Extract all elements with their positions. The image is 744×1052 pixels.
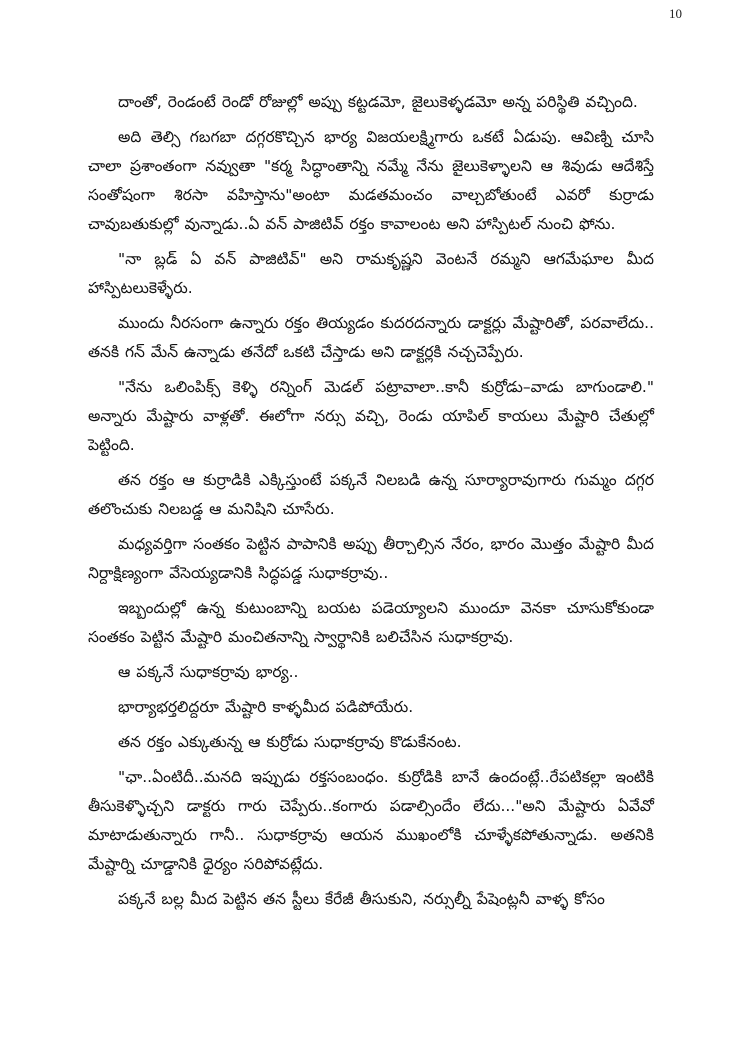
paragraph: "నేను ఒలింపిక్స్ కెళ్ళి రన్నింగ్ మెడల్ పట్రావాలా..కానీ కుర్రోడు–వాడు బాగుండాలి." అన్నారు మేష్టారు వాళ్లతో. ఈలోగా నర్సు వచ్చి, రెండు యాపిల్ కాయలు మేష్టారి చేతుల్లో పెట్టింది. <box>88 378 654 454</box>
paragraph: "నా బ్లడ్ ఏ వన్ పాజిటివ్" అని రామకృష్ణని వెంటనే రమ్మని ఆగమేఘాల మీద హాస్పిటలుకెళ్ళేరు. <box>88 250 654 297</box>
paragraph: తన రక్తం ఆ కుర్రాడికి ఎక్కిస్తుంటే పక్కనే నిలబడి ఉన్న సూర్యారావుగారు గుమ్మం దగ్గర తలొంచుకు నిలబడ్డ ఆ మనిషిని చూసేరు. <box>88 471 654 518</box>
paragraph: ఇబ్బందుల్లో ఉన్న కుటుంబాన్ని బయట పడెయ్యాలని ముందూ వెనకా చూసుకోకుండా సంతకం పెట్టిన మేష్టారి మంచితనాన్ని స్వార్థానికి బలిచేసిన సుధాకర్రావు. <box>88 599 654 646</box>
paragraph: మధ్యవర్తిగా సంతకం పెట్టిన పాపానికి అప్పు తీర్చాల్సిన నేరం, భారం మొత్తం మేష్టారి మీద నిర్దాక్షిణ్యంగా వేసెయ్యడానికి సిద్ధపడ్డ సుధాకర్రావు.. <box>88 535 654 582</box>
paragraph: తన రక్తం ఎక్కుతున్న ఆ కుర్రోడు సుధాకర్రావు కొడుకేనంట. <box>118 733 462 751</box>
paragraph: భార్యాభర్తలిద్దరూ మేష్టారి కాళ్ళమీద పడిపోయేరు. <box>118 698 414 716</box>
paragraph: "ఛా..ఏంటిదీ..మనది ఇప్పుడు రక్తసంబంధం. కుర్రోడికి బానే ఉందంట్లే..రేపటికల్లా ఇంటికి తీసుకెళ్ళొచ్చని డాక్టరు గారు చెప్పేరు..కంగారు పడాల్సిందేం లేదు..."అని మేష్టారు ఏవేవో మాటాడుతున్నారు గానీ.. సుధాకర్రావు ఆయన ముఖంలోకి చూళ్ళేకపోతున్నాడు. అతనికి మేష్టార్ని చూడ్డానికి ధైర్యం సరిపోవట్లేదు. <box>88 768 654 873</box>
paragraph: అది తెల్సి గబగబా దగ్గరకొచ్చిన భార్య విజయలక్ష్మిగారు ఒకటే ఏడుపు. ఆవిణ్ని చూసి చాలా ప్రశాంతంగా నవ్వుతా "కర్మ సిద్ధాంతాన్ని నమ్మే నేను జైలుకెళ్ళాలని ఆ శివుడు ఆదేశిస్తే సంతోషంగా శిరసా వహిస్తాను"అంటా మడతమంచం వాల్చబోతుంటే ఎవరో కుర్రాడు చావుబతుకుల్లో వున్నాడు..ఏ వన్ పాజిటివ్ రక్తం కావాలంట అని హాస్పిటల్ నుంచి ఫోను. <box>88 128 654 233</box>
page-number: 10 <box>669 6 682 21</box>
document-body <box>88 88 654 920</box>
paragraph: పక్కనే బల్ల మీద పెట్టిన తన స్టీలు కేరేజీ తీసుకుని, నర్సుల్నీ పేషెంట్లనీ వాళ్ళ కోసం <box>118 890 605 908</box>
paragraph: ముందు నీరసంగా ఉన్నారు రక్తం తియ్యడం కుదరదన్నారు డాక్టర్లు మేష్టారితో, పరవాలేదు.. తనకి గన్ మేన్ ఉన్నాడు తనేదో ఒకటి చేస్తాడు అని డాక్టర్లకి నచ్చచెప్పేరు. <box>88 314 654 361</box>
paragraph: దాంతో, రెండంటే రెండో రోజుల్లో అప్పు కట్టడమో, జైలుకెళ్ళడమో అన్న పరిస్థితి వచ్చింది. <box>118 93 638 111</box>
paragraph: ఆ పక్కనే సుధాకర్రావు భార్య.. <box>118 663 299 681</box>
